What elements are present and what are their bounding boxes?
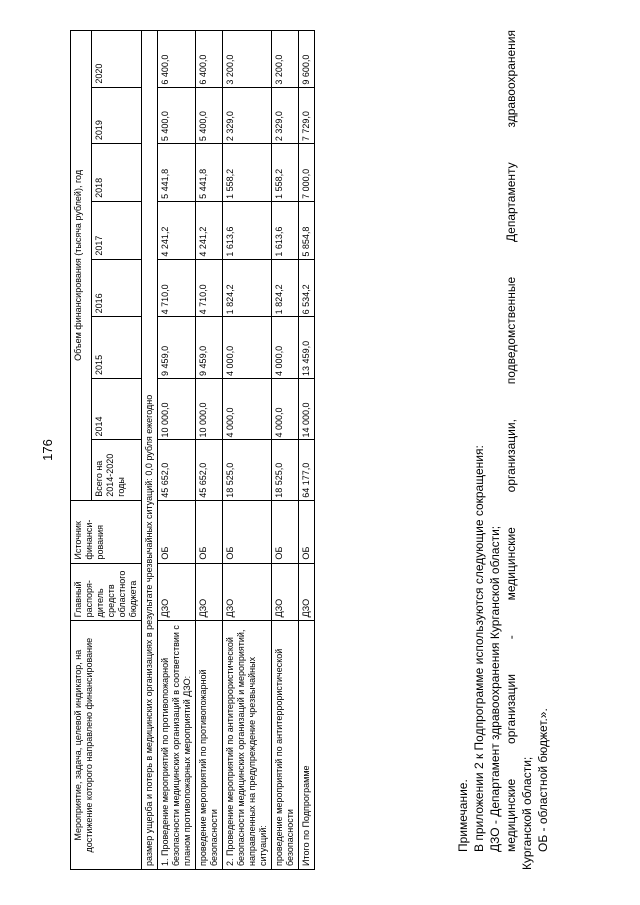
row-value: 2 329,0: [223, 87, 272, 144]
header-year: 2016: [92, 259, 142, 317]
row-value: 4 000,0: [272, 378, 299, 440]
row-value: 4 710,0: [158, 259, 196, 317]
row-source: ОБ: [299, 500, 315, 563]
note-title: Примечание.: [456, 779, 470, 852]
row-value: 3 200,0: [223, 31, 272, 88]
table-row-total: [299, 31, 315, 870]
row-value: 5 400,0: [158, 87, 196, 144]
row-value: 9 459,0: [196, 317, 223, 379]
rotated-page: [40, 30, 600, 870]
header-source: Источник финанси-рования: [71, 500, 142, 563]
financing-table: [70, 30, 315, 870]
row-value: 9 459,0: [158, 317, 196, 379]
row-value: 7 000,0: [299, 144, 315, 202]
note-block: [455, 30, 551, 870]
row-value: 1 824,2: [272, 259, 299, 317]
row-value: 7 729,0: [299, 87, 315, 144]
row-value: 6 400,0: [196, 31, 223, 88]
header-measure: Мероприятие, задача, целевой индикатор, на достижение которого направлено финансирование: [71, 621, 142, 870]
row-total: 45 652,0: [158, 440, 196, 500]
row-source: ОБ: [196, 500, 223, 563]
header-year: 2018: [92, 144, 142, 202]
row-value: 5 441,8: [158, 144, 196, 202]
header-manager: Главный распоря-дитель средств областного бюджета: [71, 563, 142, 621]
row-manager: ДЗО: [299, 563, 315, 621]
row-value: 2 329,0: [272, 87, 299, 144]
row-value: 10 000,0: [196, 378, 223, 440]
row-value: 4 000,0: [223, 378, 272, 440]
table-row: [196, 31, 223, 870]
row-value: 6 400,0: [158, 31, 196, 88]
row-source: ОБ: [272, 500, 299, 563]
row-total: 18 525,0: [272, 440, 299, 500]
table-row: [223, 31, 272, 870]
row-value: 1 824,2: [223, 259, 272, 317]
row-value: 5 854,8: [299, 201, 315, 259]
row-source: ОБ: [223, 500, 272, 563]
row-manager: ДЗО: [272, 563, 299, 621]
row-measure: 2. Проведение мероприятий по антитеррористической безопасности медицинских организаций и мероприятий, направленных на предупреждение чрезвычайных ситуаций:: [223, 621, 272, 870]
row-measure: Итого по Подпрограмме: [299, 621, 315, 870]
row-value: 1 613,6: [272, 201, 299, 259]
page-number: 176: [40, 439, 55, 461]
row-value: 1 558,2: [272, 144, 299, 202]
row-value: 1 613,6: [223, 201, 272, 259]
row-value: 5 400,0: [196, 87, 223, 144]
row-value: 14 000,0: [299, 378, 315, 440]
header-year: 2014: [92, 378, 142, 440]
header-total: Всего на 2014-2020 годы: [92, 440, 142, 500]
indicator-row: [142, 31, 158, 870]
header-year: 2020: [92, 31, 142, 88]
header-year: 2017: [92, 201, 142, 259]
header-year: 2019: [92, 87, 142, 144]
table-row: [272, 31, 299, 870]
row-value: 3 200,0: [272, 31, 299, 88]
row-value: 4 241,2: [158, 201, 196, 259]
header-year: 2015: [92, 317, 142, 379]
row-measure: проведение мероприятий по противопожарной безопасности: [196, 621, 223, 870]
row-manager: ДЗО: [223, 563, 272, 621]
row-total: 18 525,0: [223, 440, 272, 500]
row-value: 1 558,2: [223, 144, 272, 202]
row-value: 6 534,2: [299, 259, 315, 317]
row-value: 5 441,8: [196, 144, 223, 202]
note-line: медицинские организации - медицинские организации, подведомственные Департаменту здравоохранения: [504, 30, 518, 852]
header-volume: Объем финансирования (тысяча рублей), год: [71, 31, 92, 501]
row-source: ОБ: [158, 500, 196, 563]
indicator-text: размер ущерба и потерь в медицинских организациях в результате чрезвычайных ситуаций: 0,0 рубля ежегодно: [142, 31, 158, 870]
row-manager: ДЗО: [196, 563, 223, 621]
row-value: 13 459,0: [299, 317, 315, 379]
table-row: [158, 31, 196, 870]
row-value: 10 000,0: [158, 378, 196, 440]
row-value: 4 000,0: [223, 317, 272, 379]
row-value: 4 000,0: [272, 317, 299, 379]
row-total: 64 177,0: [299, 440, 315, 500]
note-line: Курганской области;: [520, 756, 534, 870]
row-value: 4 710,0: [196, 259, 223, 317]
note-line: ДЗО - Департамент здравоохранения Курганской области;: [488, 525, 502, 852]
row-measure: 1. Проведение мероприятий по противопожарной безопасности медицинских организаций в соответствии с планом противопожарных мероприятий ДЗО:: [158, 621, 196, 870]
note-line: В приложении 2 к Подпрограмме используются следующие сокращения:: [472, 445, 486, 852]
row-manager: ДЗО: [158, 563, 196, 621]
header-row-1: [71, 31, 92, 870]
row-total: 45 652,0: [196, 440, 223, 500]
row-measure: проведение мероприятий по антитеррористической безопасности: [272, 621, 299, 870]
row-value: 9 600,0: [299, 31, 315, 88]
row-value: 4 241,2: [196, 201, 223, 259]
note-line: ОБ - областной бюджет.».: [536, 708, 550, 852]
